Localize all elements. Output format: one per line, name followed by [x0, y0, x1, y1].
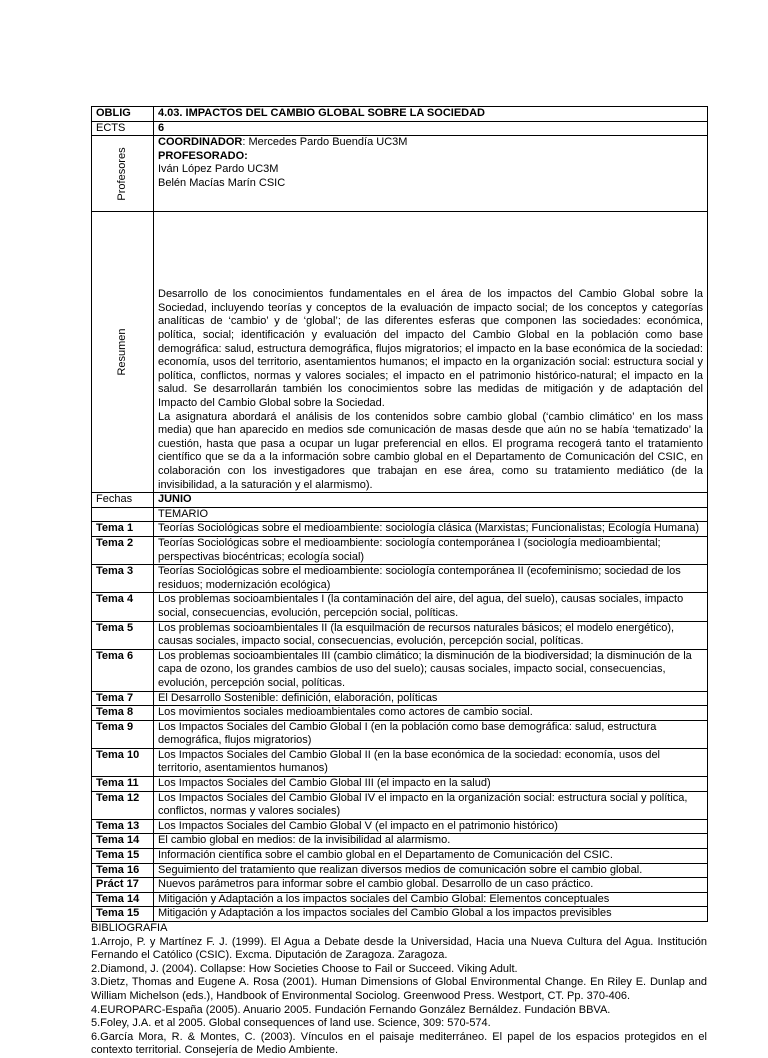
tema-row: [92, 593, 708, 621]
tema-label: Tema 12: [92, 791, 154, 819]
temario-blank: [92, 507, 154, 522]
tema-row: [92, 536, 708, 564]
bibliografia-heading: BIBLIOGRAFIA: [91, 922, 168, 934]
tema-label: Tema 11: [92, 777, 154, 792]
tema-text: Nuevos parámetros para informar sobre el cambio global. Desarrollo de un caso práctico.: [154, 878, 708, 893]
resumen-row: [92, 212, 708, 493]
ects-label: ECTS: [92, 121, 154, 136]
tema-text: Los Impactos Sociales del Cambio Global II (en la base económica de la sociedad: economía, usos del territorio, asentamientos humanos): [154, 748, 708, 776]
coordinador-label: COORDINADOR: [158, 136, 243, 149]
course-title: [154, 107, 708, 122]
fechas-label: Fechas: [92, 493, 154, 508]
tema-text: Teorías Sociológicas sobre el medioambiente: sociología clásica (Marxistas; Funcionalistas; Ecología Humana): [154, 522, 708, 537]
temario-label: TEMARIO: [154, 507, 708, 522]
resumen-paragraph: Desarrollo de los conocimientos fundamentales en el área de los impactos del Cambio Global sobre la Sociedad, incluyendo teorías y conceptos de la evaluación de impacto social; de los conceptos y categorías analíticas de ‘cambio’ y de ‘global’; de las diferentes esferas que componen las sociedades: económica, política, social; identificación y evaluación del impacto del Cambio Global en la población como base demográfica: salud, estructura demográfica, flujos migratorios; el impacto en la base económica de la sociedad: economía, usos del territorio, asentamientos humanos; el impacto en la organización social: estructura social y política, conflictos, normas y valores sociales; el impacto en el patrimonio histórico-natural; el impacto en la salud. Se desarrollarán también los conocimientos sobre las medidas de mitigación y de adaptación del Impacto del Cambio Global sobre la Sociedad.: [158, 288, 703, 410]
tema-text: Seguimiento del tratamiento que realizan diversos medios de comunicación sobre el cambio global.: [154, 863, 708, 878]
bibliografia-entry: 1.Arrojo, P. y Martínez F. J. (1999). El Agua a Debate desde la Universidad, Hacia una Nueva Cultura del Agua. Institución Fernando el Católico (CSIC). Excma. Diputación de Zaragoza. Zaragoza.: [91, 935, 707, 962]
tema-label: Tema 4: [92, 593, 154, 621]
tema-label: Tema 13: [92, 819, 154, 834]
tema-label: Práct 17: [92, 878, 154, 893]
tema-label: Tema 10: [92, 748, 154, 776]
tema-label: Tema 15: [92, 849, 154, 864]
tema-text: Los Impactos Sociales del Cambio Global IV el impacto en la organización social: estructura social y política, conflictos, normas y valores sociales): [154, 791, 708, 819]
coordinador-line: [158, 136, 703, 150]
tema-text: Mitigación y Adaptación a los impactos sociales del Cambio Global: Elementos conceptuales: [154, 892, 708, 907]
tema-label: Tema 2: [92, 536, 154, 564]
tema-label: Tema 14: [92, 892, 154, 907]
tema-label: Tema 8: [92, 706, 154, 721]
bibliografia-section: [91, 922, 707, 1058]
tema-row: [92, 522, 708, 537]
tema-label: Tema 15: [92, 907, 154, 922]
tema-row: [92, 834, 708, 849]
resumen-side: [92, 212, 154, 493]
resumen-content: [154, 212, 708, 493]
tema-row: [92, 819, 708, 834]
bibliografia-entry: 2.Diamond, J. (2004). Collapse: How Societies Choose to Fail or Succeed. Viking Adult.: [91, 962, 518, 975]
tema-row: [92, 706, 708, 721]
tema-label: Tema 3: [92, 565, 154, 593]
tema-row: [92, 565, 708, 593]
temario-row: [92, 507, 708, 522]
syllabus-table: [91, 106, 708, 922]
temas-list: [92, 522, 708, 922]
tema-row: [92, 791, 708, 819]
tema-label: Tema 14: [92, 834, 154, 849]
tema-text: El cambio global en medios: de la invisibilidad al alarmismo.: [154, 834, 708, 849]
tema-row: [92, 720, 708, 748]
tema-label: Tema 6: [92, 649, 154, 691]
tema-label: Tema 5: [92, 621, 154, 649]
tema-row: [92, 878, 708, 893]
resumen-paragraph: La asignatura abordará el análisis de los contenidos sobre cambio global (‘cambio climático’ en los mass media) que han aparecido en medios sde comunicación de masas desde que aún no se había ‘tematizado’ la cuestión, hasta que pasa a ocupar un lugar preferencial en ellos. El programa recogerá tanto el tratamiento científico que se da a la información sobre cambio global en el Departamento de Comunicación del CSIC, en colaboración con los investigadores que trabajan en ese área, como su tratamiento mediático (de la invisibilidad, a la saturación y el alarmismo).: [158, 410, 703, 491]
tema-row: [92, 907, 708, 922]
tema-row: [92, 748, 708, 776]
tema-text: Los movimientos sociales medioambientales como actores de cambio social.: [154, 706, 708, 721]
course-title-text: . IMPACTOS DEL CAMBIO GLOBAL SOBRE LA SOCIEDAD: [179, 107, 485, 119]
tema-label: Tema 1: [92, 522, 154, 537]
tema-text: Los Impactos Sociales del Cambio Global III (el impacto en la salud): [154, 777, 708, 792]
bibliografia-entry: 4.EUROPARC-España (2005). Anuario 2005. Fundación Fernando González Bernáldez. Fundación BBVA.: [91, 1003, 611, 1016]
fechas-row: [92, 493, 708, 508]
tema-text: Los Impactos Sociales del Cambio Global I (en la población como base demográfica: salud, estructura demográfica, flujos migratorios): [154, 720, 708, 748]
tema-label: Tema 16: [92, 863, 154, 878]
ects-row: [92, 121, 708, 136]
syllabus-page: [91, 106, 707, 1058]
profesor-item: Belén Macías Marín CSIC: [158, 176, 286, 189]
profesores-side-label: Profesores: [115, 147, 128, 201]
tema-label: Tema 9: [92, 720, 154, 748]
tema-text: Los Impactos Sociales del Cambio Global V (el impacto en el patrimonio histórico): [154, 819, 708, 834]
course-code: 4.03: [158, 107, 180, 119]
tema-text: Información científica sobre el cambio global en el Departamento de Comunicación del CSIC.: [154, 849, 708, 864]
bibliografia-entry: 5.Foley, J.A. et al 2005. Global consequences of land use. Science, 309: 570-574.: [91, 1017, 491, 1030]
oblig-row: [92, 107, 708, 122]
tema-row: [92, 863, 708, 878]
tema-text: Los problemas socioambientales III (cambio climático; la disminución de la biodiversidad; la disminución de la capa de ozono, los grandes cambios de uso del suelo); causas sociales, impacto social, consecuencias, evolución, percepción social, políticas.: [154, 649, 708, 691]
bibliografia-entries: [91, 936, 707, 1058]
tema-row: [92, 621, 708, 649]
profesores-side: [92, 136, 154, 212]
profesor-item: Iván López Pardo UC3M: [158, 163, 279, 176]
tema-label: Tema 7: [92, 691, 154, 706]
bibliografia-entry: 3.Dietz, Thomas and Eugene A. Rosa (2001). Human Dimensions of Global Environmental Change. En Riley E. Dunlap and William Michelson (eds.), Handbook of Environmental Sociolog. Greenwood Press. Westport, CT. Pp. 370-406.: [91, 976, 707, 1002]
tema-row: [92, 691, 708, 706]
tema-text: Teorías Sociológicas sobre el medioambiente: sociología contemporánea II (ecofeminismo; sociedad de los residuos; modernización ecológica): [154, 565, 708, 593]
coordinador-value: : Mercedes Pardo Buendía UC3M: [242, 136, 408, 149]
profesores-row: [92, 136, 708, 212]
tema-text: Los problemas socioambientales I (la contaminación del aire, del agua, del suelo), causas sociales, impacto social, consecuencias, evolución, percepción social, políticas.: [154, 593, 708, 621]
profesores-content: [154, 136, 708, 212]
tema-text: El Desarrollo Sostenible: definición, elaboración, políticas: [154, 691, 708, 706]
oblig-label: OBLIG: [92, 107, 154, 122]
resumen-side-label: Resumen: [115, 328, 128, 376]
fechas-value: JUNIO: [154, 493, 708, 508]
tema-text: Teorías Sociológicas sobre el medioambiente: sociología contemporánea I (sociología medioambiental; perspectivas biocéntricas; ecología social): [154, 536, 708, 564]
tema-row: [92, 777, 708, 792]
tema-text: Los problemas socioambientales II (la esquilmación de recursos naturales básicos; el modelo energético), causas sociales, impacto social, consecuencias, evolución, percepción social, políticas.: [154, 621, 708, 649]
tema-row: [92, 849, 708, 864]
tema-row: [92, 649, 708, 691]
bibliografia-entry: 6.García Mora, R. & Montes, C. (2003). Vínculos en el paisaje mediterráneo. El papel de los espacios protegidos en el contexto territorial. Consejería de Medio Ambiente.: [91, 1030, 707, 1057]
ects-value: 6: [154, 121, 708, 136]
tema-text: Mitigación y Adaptación a los impactos sociales del Cambio Global a los impactos previsibles: [154, 907, 708, 922]
profesorado-label: PROFESORADO:: [158, 149, 248, 162]
tema-row: [92, 892, 708, 907]
